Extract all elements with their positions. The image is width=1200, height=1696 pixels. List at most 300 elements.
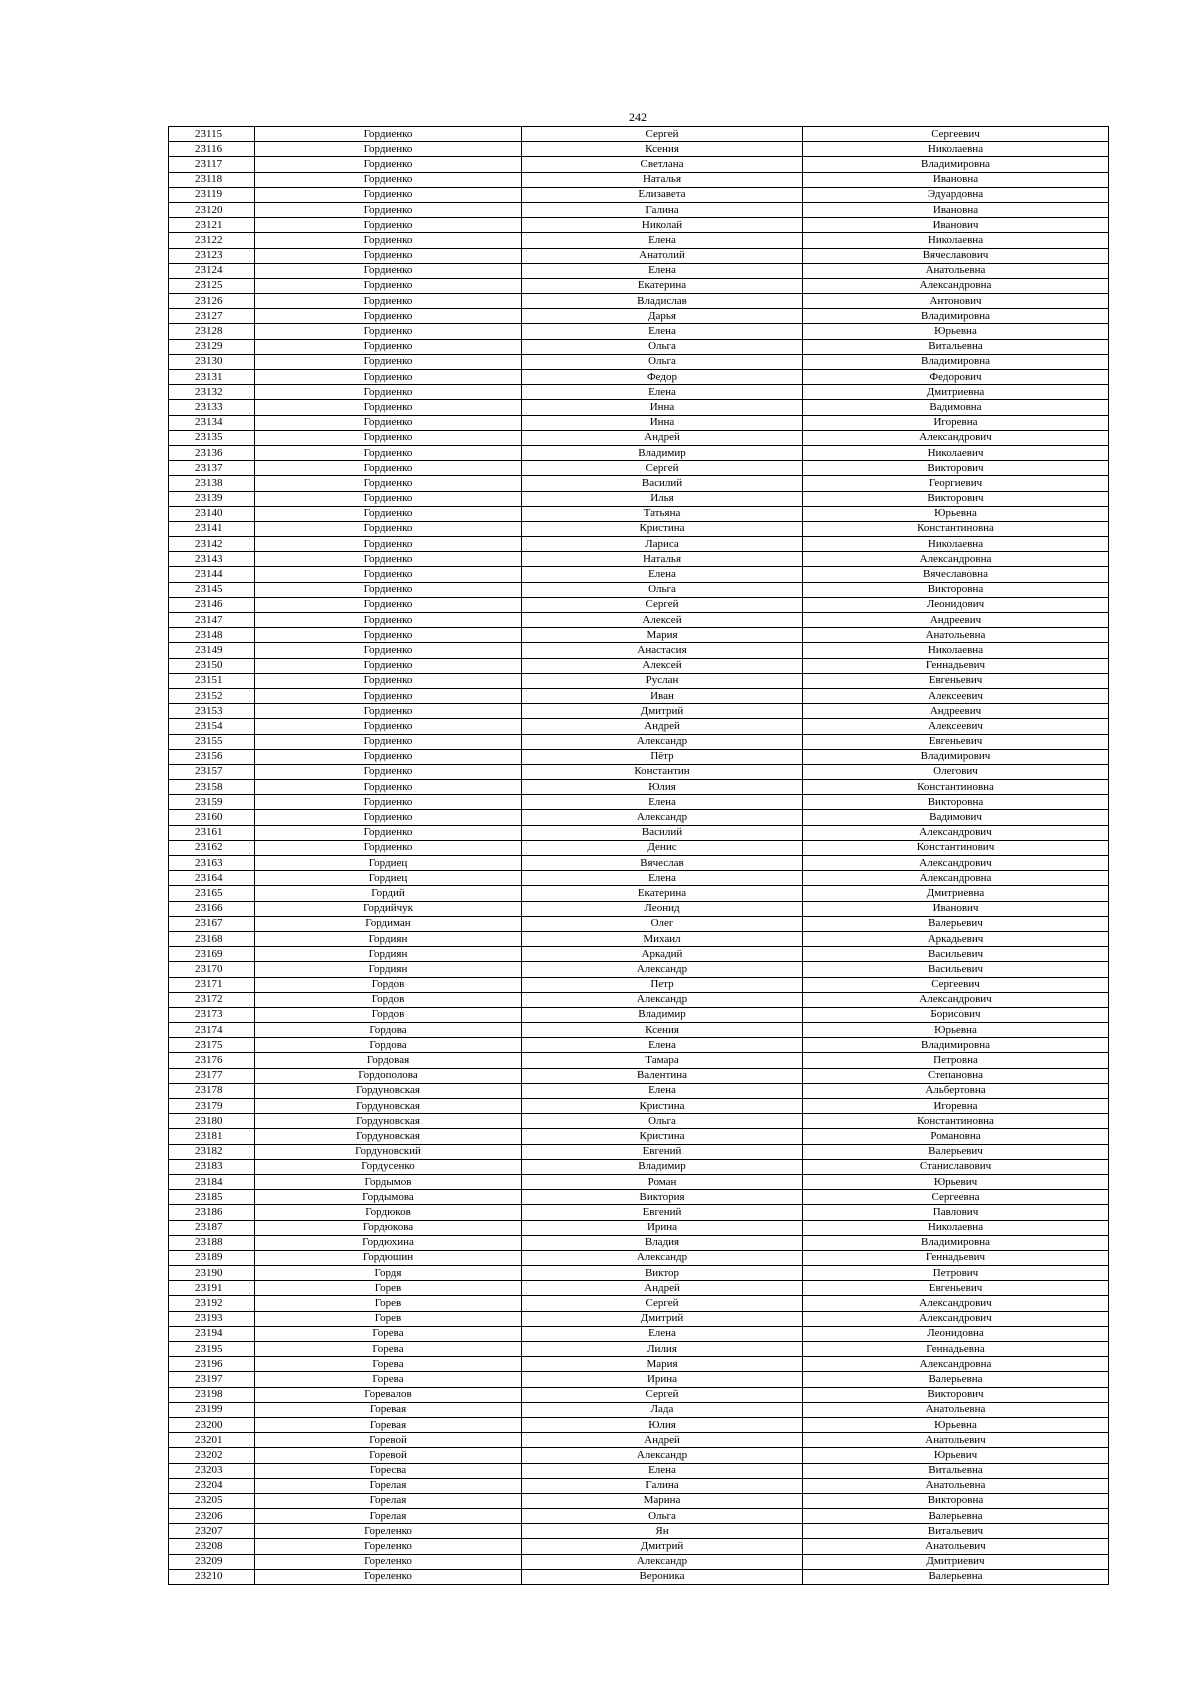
- patronymic-cell: Александровна: [803, 552, 1109, 567]
- first-name-cell: Денис: [522, 840, 803, 855]
- record-number-cell: 23167: [169, 916, 255, 931]
- record-number-cell: 23150: [169, 658, 255, 673]
- table-row: [169, 506, 1109, 521]
- patronymic-cell: Станиславович: [803, 1159, 1109, 1174]
- surname-cell: Горева: [255, 1342, 522, 1357]
- surname-cell: Гордиенко: [255, 506, 522, 521]
- first-name-cell: Юлия: [522, 780, 803, 795]
- patronymic-cell: Евгеньевич: [803, 1281, 1109, 1296]
- record-number-cell: 23117: [169, 157, 255, 172]
- first-name-cell: Инна: [522, 400, 803, 415]
- first-name-cell: Алексей: [522, 613, 803, 628]
- table-row: [169, 537, 1109, 552]
- first-name-cell: Мария: [522, 1357, 803, 1372]
- first-name-cell: Андрей: [522, 1433, 803, 1448]
- patronymic-cell: Константиновна: [803, 780, 1109, 795]
- record-number-cell: 23141: [169, 521, 255, 536]
- table-row: [169, 354, 1109, 369]
- patronymic-cell: Анатольевна: [803, 263, 1109, 278]
- first-name-cell: Лада: [522, 1402, 803, 1417]
- surname-cell: Горевая: [255, 1402, 522, 1417]
- record-number-cell: 23206: [169, 1509, 255, 1524]
- patronymic-cell: Сергеевна: [803, 1190, 1109, 1205]
- first-name-cell: Лилия: [522, 1342, 803, 1357]
- table-row: [169, 1205, 1109, 1220]
- patronymic-cell: Геннадьевич: [803, 658, 1109, 673]
- first-name-cell: Елена: [522, 385, 803, 400]
- patronymic-cell: Антонович: [803, 294, 1109, 309]
- record-number-cell: 23128: [169, 324, 255, 339]
- patronymic-cell: Анатольевна: [803, 1478, 1109, 1493]
- surname-cell: Горев: [255, 1296, 522, 1311]
- table-row: [169, 749, 1109, 764]
- first-name-cell: Валентина: [522, 1068, 803, 1083]
- first-name-cell: Светлана: [522, 157, 803, 172]
- table-row: [169, 643, 1109, 658]
- record-number-cell: 23159: [169, 795, 255, 810]
- patronymic-cell: Ивановна: [803, 202, 1109, 217]
- surname-cell: Гордюкова: [255, 1220, 522, 1235]
- first-name-cell: Екатерина: [522, 886, 803, 901]
- table-row: [169, 840, 1109, 855]
- surname-cell: Гордий: [255, 886, 522, 901]
- table-row: [169, 491, 1109, 506]
- first-name-cell: Елена: [522, 324, 803, 339]
- first-name-cell: Евгений: [522, 1205, 803, 1220]
- table-row: [169, 263, 1109, 278]
- table-row: [169, 1569, 1109, 1584]
- surname-cell: Гордиенко: [255, 248, 522, 263]
- surname-cell: Горевой: [255, 1433, 522, 1448]
- table-row: [169, 187, 1109, 202]
- table-row: [169, 673, 1109, 688]
- record-number-cell: 23181: [169, 1129, 255, 1144]
- record-number-cell: 23195: [169, 1342, 255, 1357]
- record-number-cell: 23199: [169, 1402, 255, 1417]
- table-row: [169, 1007, 1109, 1022]
- surname-cell: Гореленко: [255, 1569, 522, 1584]
- first-name-cell: Галина: [522, 202, 803, 217]
- table-row: [169, 582, 1109, 597]
- record-number-cell: 23177: [169, 1068, 255, 1083]
- table-row: [169, 1114, 1109, 1129]
- record-number-cell: 23164: [169, 871, 255, 886]
- table-row: [169, 916, 1109, 931]
- record-number-cell: 23169: [169, 947, 255, 962]
- surname-cell: Гордюков: [255, 1205, 522, 1220]
- records-body: [169, 127, 1109, 1585]
- table-row: [169, 476, 1109, 491]
- first-name-cell: Андрей: [522, 430, 803, 445]
- table-row: [169, 127, 1109, 142]
- surname-cell: Гордиенко: [255, 688, 522, 703]
- record-number-cell: 23209: [169, 1554, 255, 1569]
- record-number-cell: 23201: [169, 1433, 255, 1448]
- patronymic-cell: Юрьевна: [803, 1417, 1109, 1432]
- first-name-cell: Елена: [522, 233, 803, 248]
- first-name-cell: Дмитрий: [522, 1311, 803, 1326]
- surname-cell: Горева: [255, 1372, 522, 1387]
- patronymic-cell: Леонидович: [803, 597, 1109, 612]
- first-name-cell: Дарья: [522, 309, 803, 324]
- surname-cell: Гордиман: [255, 916, 522, 931]
- patronymic-cell: Петровна: [803, 1053, 1109, 1068]
- surname-cell: Гордиенко: [255, 628, 522, 643]
- first-name-cell: Галина: [522, 1478, 803, 1493]
- surname-cell: Гордюшин: [255, 1250, 522, 1265]
- first-name-cell: Кристина: [522, 1129, 803, 1144]
- patronymic-cell: Николаевич: [803, 445, 1109, 460]
- first-name-cell: Илья: [522, 491, 803, 506]
- table-row: [169, 1281, 1109, 1296]
- surname-cell: Гордуновская: [255, 1083, 522, 1098]
- surname-cell: Гордюхина: [255, 1235, 522, 1250]
- first-name-cell: Мария: [522, 628, 803, 643]
- first-name-cell: Кристина: [522, 1099, 803, 1114]
- patronymic-cell: Игоревна: [803, 415, 1109, 430]
- table-row: [169, 218, 1109, 233]
- first-name-cell: Татьяна: [522, 506, 803, 521]
- first-name-cell: Ксения: [522, 1023, 803, 1038]
- record-number-cell: 23149: [169, 643, 255, 658]
- surname-cell: Гордов: [255, 992, 522, 1007]
- surname-cell: Гордусенко: [255, 1159, 522, 1174]
- table-row: [169, 628, 1109, 643]
- patronymic-cell: Юрьевна: [803, 1023, 1109, 1038]
- table-row: [169, 1539, 1109, 1554]
- record-number-cell: 23210: [169, 1569, 255, 1584]
- patronymic-cell: Николаевна: [803, 537, 1109, 552]
- surname-cell: Гордиенко: [255, 825, 522, 840]
- table-row: [169, 1342, 1109, 1357]
- patronymic-cell: Геннадьевич: [803, 1250, 1109, 1265]
- record-number-cell: 23184: [169, 1174, 255, 1189]
- table-row: [169, 278, 1109, 293]
- surname-cell: Гордополова: [255, 1068, 522, 1083]
- first-name-cell: Александр: [522, 734, 803, 749]
- record-number-cell: 23185: [169, 1190, 255, 1205]
- record-number-cell: 23126: [169, 294, 255, 309]
- table-row: [169, 1554, 1109, 1569]
- table-row: [169, 1296, 1109, 1311]
- patronymic-cell: Викторовна: [803, 1493, 1109, 1508]
- table-row: [169, 339, 1109, 354]
- first-name-cell: Леонид: [522, 901, 803, 916]
- record-number-cell: 23194: [169, 1326, 255, 1341]
- surname-cell: Гордиенко: [255, 734, 522, 749]
- first-name-cell: Константин: [522, 764, 803, 779]
- first-name-cell: Лариса: [522, 537, 803, 552]
- first-name-cell: Дмитрий: [522, 1539, 803, 1554]
- record-number-cell: 23138: [169, 476, 255, 491]
- first-name-cell: Наталья: [522, 552, 803, 567]
- record-number-cell: 23188: [169, 1235, 255, 1250]
- record-number-cell: 23148: [169, 628, 255, 643]
- first-name-cell: Елена: [522, 1038, 803, 1053]
- table-row: [169, 324, 1109, 339]
- table-row: [169, 1068, 1109, 1083]
- record-number-cell: 23179: [169, 1099, 255, 1114]
- surname-cell: Гордиец: [255, 856, 522, 871]
- surname-cell: Гордымова: [255, 1190, 522, 1205]
- table-row: [169, 1038, 1109, 1053]
- surname-cell: Гордиенко: [255, 127, 522, 142]
- patronymic-cell: Вячеславовна: [803, 567, 1109, 582]
- first-name-cell: Ольга: [522, 1114, 803, 1129]
- patronymic-cell: Юрьевна: [803, 324, 1109, 339]
- first-name-cell: Александр: [522, 810, 803, 825]
- first-name-cell: Дмитрий: [522, 704, 803, 719]
- surname-cell: Гордовая: [255, 1053, 522, 1068]
- patronymic-cell: Павлович: [803, 1205, 1109, 1220]
- patronymic-cell: Дмитриевич: [803, 1554, 1109, 1569]
- first-name-cell: Михаил: [522, 931, 803, 946]
- table-row: [169, 1478, 1109, 1493]
- patronymic-cell: Андреевич: [803, 704, 1109, 719]
- patronymic-cell: Владимировна: [803, 354, 1109, 369]
- record-number-cell: 23158: [169, 780, 255, 795]
- first-name-cell: Андрей: [522, 1281, 803, 1296]
- patronymic-cell: Александрович: [803, 992, 1109, 1007]
- first-name-cell: Сергей: [522, 461, 803, 476]
- record-number-cell: 23174: [169, 1023, 255, 1038]
- table-row: [169, 825, 1109, 840]
- first-name-cell: Елена: [522, 871, 803, 886]
- patronymic-cell: Александрович: [803, 856, 1109, 871]
- record-number-cell: 23197: [169, 1372, 255, 1387]
- table-row: [169, 734, 1109, 749]
- patronymic-cell: Валерьевич: [803, 916, 1109, 931]
- first-name-cell: Олег: [522, 916, 803, 931]
- first-name-cell: Владимир: [522, 1159, 803, 1174]
- first-name-cell: Ирина: [522, 1372, 803, 1387]
- surname-cell: Гордиян: [255, 931, 522, 946]
- first-name-cell: Анастасия: [522, 643, 803, 658]
- surname-cell: Горевой: [255, 1448, 522, 1463]
- first-name-cell: Ольга: [522, 354, 803, 369]
- first-name-cell: Александр: [522, 1250, 803, 1265]
- patronymic-cell: Дмитриевна: [803, 886, 1109, 901]
- patronymic-cell: Сергеевич: [803, 127, 1109, 142]
- table-row: [169, 1311, 1109, 1326]
- page-number: 242: [629, 110, 647, 124]
- surname-cell: Гордиенко: [255, 552, 522, 567]
- first-name-cell: Сергей: [522, 597, 803, 612]
- patronymic-cell: Владимировна: [803, 1038, 1109, 1053]
- table-row: [169, 1190, 1109, 1205]
- patronymic-cell: Леонидовна: [803, 1326, 1109, 1341]
- surname-cell: Гордиян: [255, 962, 522, 977]
- record-number-cell: 23121: [169, 218, 255, 233]
- patronymic-cell: Васильевич: [803, 962, 1109, 977]
- table-row: [169, 871, 1109, 886]
- record-number-cell: 23142: [169, 537, 255, 552]
- table-row: [169, 1266, 1109, 1281]
- record-number-cell: 23205: [169, 1493, 255, 1508]
- patronymic-cell: Александровна: [803, 1357, 1109, 1372]
- record-number-cell: 23152: [169, 688, 255, 703]
- first-name-cell: Владимир: [522, 1007, 803, 1022]
- record-number-cell: 23122: [169, 233, 255, 248]
- table-row: [169, 248, 1109, 263]
- table-row: [169, 764, 1109, 779]
- table-row: [169, 780, 1109, 795]
- record-number-cell: 23208: [169, 1539, 255, 1554]
- first-name-cell: Сергей: [522, 127, 803, 142]
- first-name-cell: Инна: [522, 415, 803, 430]
- table-row: [169, 521, 1109, 536]
- surname-cell: Гордиенко: [255, 719, 522, 734]
- surname-cell: Гордиенко: [255, 233, 522, 248]
- patronymic-cell: Георгиевич: [803, 476, 1109, 491]
- first-name-cell: Евгений: [522, 1144, 803, 1159]
- first-name-cell: Ян: [522, 1524, 803, 1539]
- patronymic-cell: Александровна: [803, 278, 1109, 293]
- record-number-cell: 23202: [169, 1448, 255, 1463]
- table-row: [169, 1129, 1109, 1144]
- surname-cell: Гордиенко: [255, 613, 522, 628]
- first-name-cell: Анатолий: [522, 248, 803, 263]
- surname-cell: Гордиенко: [255, 582, 522, 597]
- first-name-cell: Юлия: [522, 1417, 803, 1432]
- table-row: [169, 962, 1109, 977]
- surname-cell: Гордиенко: [255, 673, 522, 688]
- patronymic-cell: Викторович: [803, 1387, 1109, 1402]
- record-number-cell: 23168: [169, 931, 255, 946]
- patronymic-cell: Анатольевич: [803, 1433, 1109, 1448]
- patronymic-cell: Александрович: [803, 430, 1109, 445]
- record-number-cell: 23180: [169, 1114, 255, 1129]
- patronymic-cell: Витальевна: [803, 1463, 1109, 1478]
- record-number-cell: 23132: [169, 385, 255, 400]
- table-row: [169, 1220, 1109, 1235]
- surname-cell: Гордуновский: [255, 1144, 522, 1159]
- patronymic-cell: Александрович: [803, 825, 1109, 840]
- first-name-cell: Алексей: [522, 658, 803, 673]
- patronymic-cell: Анатольевна: [803, 1402, 1109, 1417]
- surname-cell: Гордиенко: [255, 597, 522, 612]
- surname-cell: Гордуновская: [255, 1129, 522, 1144]
- table-row: [169, 856, 1109, 871]
- first-name-cell: Марина: [522, 1493, 803, 1508]
- record-number-cell: 23144: [169, 567, 255, 582]
- record-number-cell: 23135: [169, 430, 255, 445]
- patronymic-cell: Викторович: [803, 461, 1109, 476]
- patronymic-cell: Константиновна: [803, 1114, 1109, 1129]
- table-row: [169, 1448, 1109, 1463]
- surname-cell: Гордиенко: [255, 415, 522, 430]
- record-number-cell: 23191: [169, 1281, 255, 1296]
- table-row: [169, 142, 1109, 157]
- record-number-cell: 23175: [169, 1038, 255, 1053]
- table-row: [169, 1159, 1109, 1174]
- first-name-cell: Наталья: [522, 172, 803, 187]
- record-number-cell: 23137: [169, 461, 255, 476]
- table-row: [169, 688, 1109, 703]
- table-row: [169, 704, 1109, 719]
- table-row: [169, 1524, 1109, 1539]
- first-name-cell: Иван: [522, 688, 803, 703]
- record-number-cell: 23163: [169, 856, 255, 871]
- record-number-cell: 23129: [169, 339, 255, 354]
- record-number-cell: 23176: [169, 1053, 255, 1068]
- table-row: [169, 886, 1109, 901]
- surname-cell: Горев: [255, 1311, 522, 1326]
- surname-cell: Гордиенко: [255, 172, 522, 187]
- surname-cell: Горевая: [255, 1417, 522, 1432]
- surname-cell: Гордиенко: [255, 294, 522, 309]
- table-row: [169, 294, 1109, 309]
- first-name-cell: Александр: [522, 962, 803, 977]
- patronymic-cell: Александрович: [803, 1296, 1109, 1311]
- first-name-cell: Андрей: [522, 719, 803, 734]
- first-name-cell: Вероника: [522, 1569, 803, 1584]
- patronymic-cell: Андреевич: [803, 613, 1109, 628]
- surname-cell: Гореленко: [255, 1539, 522, 1554]
- patronymic-cell: Владимировна: [803, 1235, 1109, 1250]
- surname-cell: Гордиенко: [255, 202, 522, 217]
- record-number-cell: 23146: [169, 597, 255, 612]
- table-row: [169, 977, 1109, 992]
- patronymic-cell: Романовна: [803, 1129, 1109, 1144]
- surname-cell: Горелая: [255, 1478, 522, 1493]
- patronymic-cell: Владимировна: [803, 309, 1109, 324]
- record-number-cell: 23136: [169, 445, 255, 460]
- table-row: [169, 385, 1109, 400]
- first-name-cell: Александр: [522, 1554, 803, 1569]
- record-number-cell: 23161: [169, 825, 255, 840]
- table-row: [169, 1250, 1109, 1265]
- patronymic-cell: Олегович: [803, 764, 1109, 779]
- patronymic-cell: Дмитриевна: [803, 385, 1109, 400]
- patronymic-cell: Вячеславович: [803, 248, 1109, 263]
- record-number-cell: 23182: [169, 1144, 255, 1159]
- surname-cell: Гордова: [255, 1023, 522, 1038]
- table-row: [169, 1099, 1109, 1114]
- surname-cell: Гореленко: [255, 1554, 522, 1569]
- surname-cell: Гордиенко: [255, 461, 522, 476]
- patronymic-cell: Эдуардовна: [803, 187, 1109, 202]
- surname-cell: Горесва: [255, 1463, 522, 1478]
- table-row: [169, 461, 1109, 476]
- table-row: [169, 445, 1109, 460]
- record-number-cell: 23145: [169, 582, 255, 597]
- table-row: [169, 1023, 1109, 1038]
- table-row: [169, 1493, 1109, 1508]
- patronymic-cell: Иванович: [803, 218, 1109, 233]
- first-name-cell: Ольга: [522, 582, 803, 597]
- surname-cell: Гордя: [255, 1266, 522, 1281]
- record-number-cell: 23155: [169, 734, 255, 749]
- surname-cell: Горева: [255, 1326, 522, 1341]
- surname-cell: Гордиенко: [255, 810, 522, 825]
- record-number-cell: 23207: [169, 1524, 255, 1539]
- surname-cell: Гордиенко: [255, 795, 522, 810]
- first-name-cell: Елена: [522, 1463, 803, 1478]
- first-name-cell: Елена: [522, 263, 803, 278]
- first-name-cell: Ольга: [522, 1509, 803, 1524]
- table-row: [169, 157, 1109, 172]
- first-name-cell: Екатерина: [522, 278, 803, 293]
- first-name-cell: Виктория: [522, 1190, 803, 1205]
- table-row: [169, 415, 1109, 430]
- surname-cell: Гордиенко: [255, 840, 522, 855]
- patronymic-cell: Владимирович: [803, 749, 1109, 764]
- patronymic-cell: Федорович: [803, 370, 1109, 385]
- patronymic-cell: Вадимович: [803, 810, 1109, 825]
- patronymic-cell: Борисович: [803, 1007, 1109, 1022]
- surname-cell: Горева: [255, 1357, 522, 1372]
